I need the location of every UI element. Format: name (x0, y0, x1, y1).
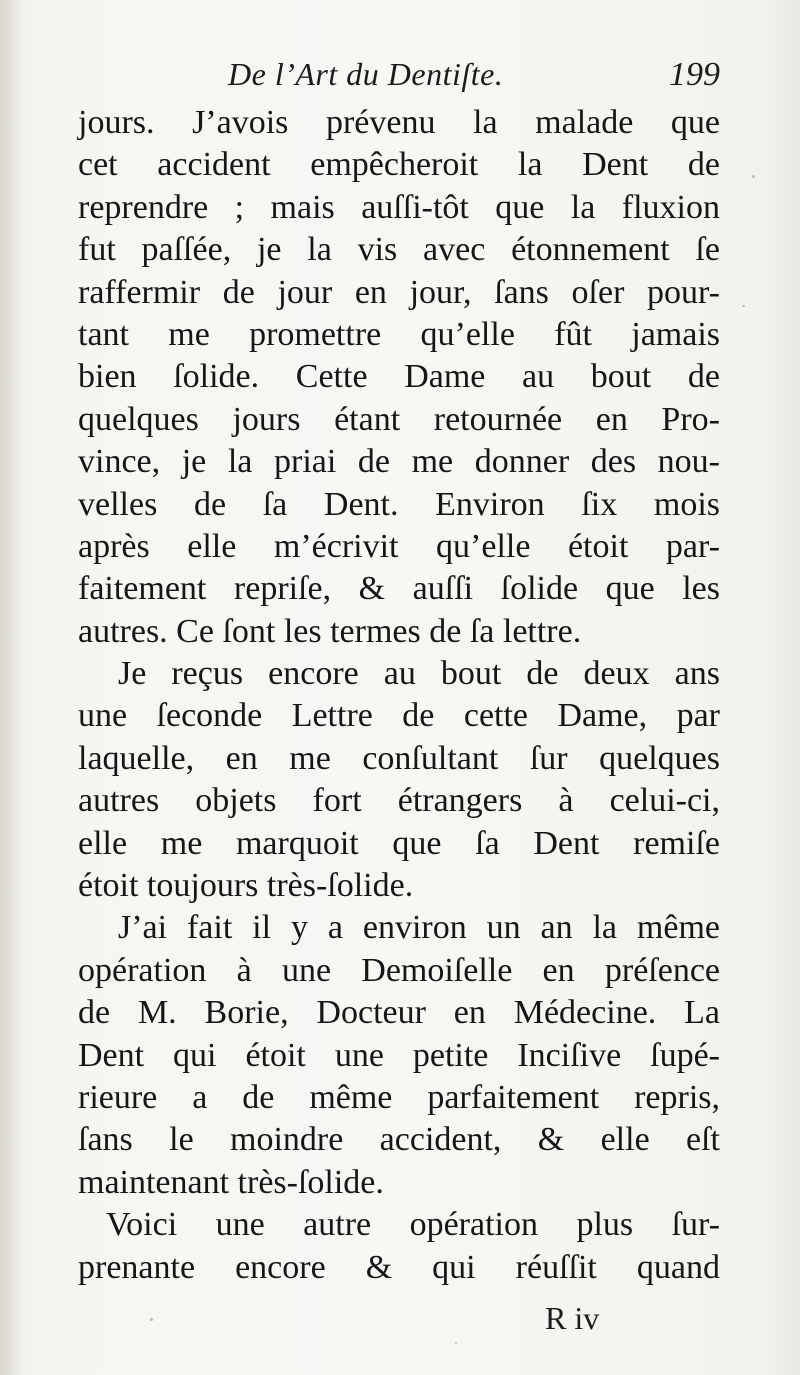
body-text (78, 102, 720, 1289)
text-line: vince, je la priai de me donner des nou- (78, 443, 720, 481)
paper-speck (455, 1342, 457, 1344)
paragraph-last-line: étoit toujours très-ſolide. (78, 867, 414, 905)
paragraph-first-line: J’ai fait il y a environ un an la même (118, 909, 720, 947)
text-line: jours. J’avois prévenu la malade que (78, 104, 720, 141)
text-line: faitement repriſe, & auſſi ſolide que les (78, 570, 720, 608)
text-line: une ſeconde Lettre de cette Dame, par (78, 697, 720, 735)
text-line: autres objets fort étrangers à celui-ci, (78, 782, 720, 820)
text-line: rieure a de même parfaitement repris, (78, 1078, 720, 1116)
text-line: Dent qui étoit une petite Inciſive ſupé- (78, 1036, 720, 1074)
paragraph-last-line: maintenant très-ſolide. (78, 1163, 384, 1201)
page-number: 199 (669, 56, 720, 93)
text-line: opération à une Demoiſelle en préſence (78, 951, 720, 989)
paragraph-first-line: Je reçus encore au bout de deux ans (118, 655, 720, 693)
text-line: cet accident empêcheroit la Dent de (78, 146, 720, 184)
paper-speck (752, 175, 755, 178)
paper-speck (150, 1318, 153, 1321)
paper-speck (742, 305, 745, 307)
text-line: raffermir de jour en jour, ſans oſer pour- (78, 273, 720, 311)
signature-mark: R iv (545, 1300, 600, 1336)
running-title: De l’Art du Dentiſte. (228, 56, 504, 92)
text-line: après elle m’écrivit qu’elle étoit par- (78, 527, 720, 565)
text-line: ſans le moindre accident, & elle eſt (78, 1121, 720, 1159)
paragraph-first-line: Voici une autre opération plus ſur- (106, 1206, 720, 1244)
text-line: reprendre ; mais auſſi-tôt que la fluxion (78, 188, 720, 226)
text-line: prenante encore & qui réuſſit quand (78, 1248, 720, 1286)
page-gutter-shadow (0, 0, 22, 1375)
text-line: elle me marquoit que ſa Dent remiſe (78, 824, 720, 862)
text-line: tant me promettre qu’elle fût jamais (78, 315, 720, 353)
text-line: bien ſolide. Cette Dame au bout de (78, 358, 720, 396)
text-line: velles de ſa Dent. Environ ſix mois (78, 485, 720, 523)
text-line: laquelle, en me conſultant ſur quelques (78, 739, 720, 777)
text-line: fut paſſée, je la vis avec étonnement ſe (78, 231, 720, 269)
text-line: quelques jours étant retournée en Pro- (78, 400, 720, 438)
paragraph-last-line: autres. Ce ſont les termes de ſa lettre. (78, 612, 582, 650)
text-line: de M. Borie, Docteur en Médecine. La (78, 994, 720, 1032)
page-header (80, 52, 720, 98)
